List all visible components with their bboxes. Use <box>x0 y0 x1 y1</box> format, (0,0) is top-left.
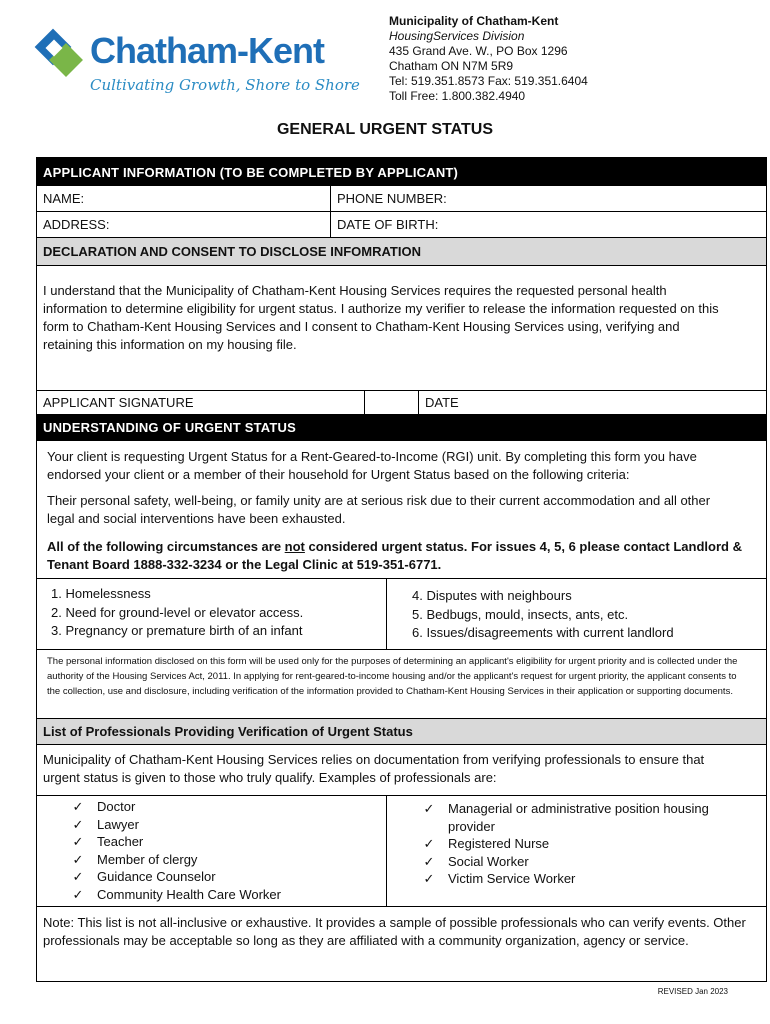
applicant-section-header <box>37 158 766 186</box>
professional-item <box>71 851 371 869</box>
checkmark-icon: ✓ <box>72 869 84 884</box>
understanding-section-header <box>37 414 766 441</box>
address-label: ADDRESS: <box>43 217 110 232</box>
professional-item <box>71 816 371 834</box>
checkmark-icon: ✓ <box>72 816 84 832</box>
checkmark-icon: ✓ <box>423 801 435 816</box>
checkmark-icon: ✓ <box>72 799 84 814</box>
diamond-logo-icon <box>34 28 88 82</box>
divider <box>386 796 387 906</box>
professionals-section-header <box>37 718 766 745</box>
checkmark-icon: ✓ <box>72 834 84 849</box>
date-label: DATE <box>425 395 459 410</box>
divider <box>364 391 365 414</box>
dob-field[interactable] <box>331 212 766 237</box>
signature-row <box>37 390 766 414</box>
exclusion-item: 1. Homelessness <box>51 586 151 601</box>
exclusion-item: 2. Need for ground-level or elevator access. <box>51 604 304 620</box>
professionals-right <box>422 800 732 888</box>
address-block <box>389 14 588 104</box>
professional-item <box>422 870 732 888</box>
address-street: 435 Grand Ave. W., PO Box 1296 <box>389 44 568 58</box>
exclusions-left <box>51 585 303 641</box>
declaration-text: I understand that the Municipality of Chatham-Kent Housing Services requires the requested personal health information to determine eligibility for urgent status. I authorize my verifier to release the information requested on this form to Chatham-Kent Housing Services and I consent to Chatham-Kent Housing Services using, verifying and retaining this information on my housing file. <box>43 283 719 352</box>
address-tollfree: Toll Free: 1.800.382.4940 <box>389 89 526 103</box>
professional-item <box>422 835 732 853</box>
checkmark-icon: ✓ <box>423 836 435 851</box>
checkmark-icon: ✓ <box>72 851 84 867</box>
name-field[interactable] <box>37 186 330 211</box>
signature-field[interactable] <box>37 391 364 414</box>
professional-label: Teacher <box>97 834 144 849</box>
signature-label: APPLICANT SIGNATURE <box>43 395 194 410</box>
understanding-heading: UNDERSTANDING OF URGENT STATUS <box>43 420 296 435</box>
professionals-left <box>71 798 371 903</box>
professional-item <box>422 853 732 871</box>
logo-tagline: Cultivating Growth, Shore to Shore <box>90 76 360 94</box>
not-urgent-text-b: considered urgent status. For issues 4, 5, 6 please contact Landlord & Tenant Board 1888-332-3234 or the Legal Clinic at 519-351-6771. <box>47 539 742 572</box>
date-field[interactable] <box>419 391 766 414</box>
professional-label: Registered Nurse <box>448 836 550 851</box>
declaration-section-header <box>37 238 766 266</box>
exclusions-right <box>412 587 674 643</box>
dob-label: DATE OF BIRTH: <box>337 217 439 232</box>
professional-label: Social Worker <box>448 853 529 869</box>
professional-label: Guidance Counselor <box>97 869 216 884</box>
understanding-para-1: Your client is requesting Urgent Status for a Rent-Geared-to-Income (RGI) unit. By completing this form you have endorsed your client or a member of their household for Urgent Status based on the following criteria: <box>47 449 697 482</box>
professional-item <box>71 833 371 851</box>
phone-field[interactable] <box>331 186 766 211</box>
exclusion-item: 3. Pregnancy or premature birth of an infant <box>51 623 303 638</box>
name-phone-row <box>37 186 766 212</box>
page-title: GENERAL URGENT STATUS <box>276 121 493 138</box>
checkmark-icon: ✓ <box>72 886 84 902</box>
professionals-intro: Municipality of Chatham-Kent Housing Services relies on documentation from verifying professionals to ensure that urgent status is given to those who truly qualify. Examples of professionals are: <box>43 752 705 785</box>
professional-item <box>71 798 371 816</box>
not-urgent-statement <box>47 538 747 574</box>
urgent-status-form <box>36 157 767 982</box>
professionals-list-row <box>37 795 766 907</box>
address-division: HousingServices Division <box>389 29 525 43</box>
declaration-heading: DECLARATION AND CONSENT TO DISCLOSE INFOMRATION <box>43 244 421 259</box>
exclusions-row <box>37 578 766 650</box>
professional-item <box>71 886 371 904</box>
exclusion-item: 6. Issues/disagreements with current landlord <box>412 625 674 640</box>
professional-item <box>71 868 371 886</box>
professional-label: Community Health Care Worker <box>97 886 281 902</box>
professional-label: Victim Service Worker <box>448 871 576 886</box>
exclusion-item: 4. Disputes with neighbours <box>412 588 572 603</box>
logo-name: Chatham-Kent <box>90 30 325 71</box>
understanding-para-2: Their personal safety, well-being, or family unity are at serious risk due to their current accommodation and all other legal and social interventions have been exhausted. <box>47 493 711 526</box>
not-urgent-text-a: All of the following circumstances are <box>47 539 285 554</box>
address-city: Chatham ON N7M 5R9 <box>389 59 514 73</box>
address-phones: Tel: 519.351.8573 Fax: 519.351.6404 <box>389 74 588 88</box>
address-field[interactable] <box>37 212 330 237</box>
checkmark-icon: ✓ <box>423 853 435 869</box>
applicant-heading: APPLICANT INFORMATION (TO BE COMPLETED BY APPLICANT) <box>43 164 459 180</box>
professional-label: Managerial or administrative position housing provider <box>448 801 709 834</box>
professionals-note: Note: This list is not all-inclusive or exhaustive. It provides a sample of possible professionals who can verify events. Other professionals may be acceptable so long as they are affiliated with a community organization, agency or service. <box>43 915 746 948</box>
name-label: NAME: <box>43 191 85 206</box>
professional-label: Lawyer <box>97 816 139 832</box>
address-org: Municipality of Chatham-Kent <box>389 14 559 28</box>
professional-label: Member of clergy <box>97 851 198 867</box>
address-dob-row <box>37 212 766 238</box>
chatham-kent-logo <box>34 24 360 104</box>
not-urgent-emphasis: not <box>284 539 305 554</box>
exclusion-item: 5. Bedbugs, mould, insects, ants, etc. <box>412 606 629 622</box>
professional-item <box>422 800 732 835</box>
divider <box>386 579 387 649</box>
professionals-heading: List of Professionals Providing Verification of Urgent Status <box>43 724 413 739</box>
privacy-notice: The personal information disclosed on this form will be used only for the purposes of determining an applicant's eligibility for urgent priority and is collected under the authority of the Housing Services Act, 2011. In applying for rent-geared-to-income housing and/or the applicant's request for urgent priority, the applicant consents to the collection, use and disclosure, including verification of the information provided to Chatham-Kent Housing Services in their application or supporting documents. <box>47 656 738 697</box>
checkmark-icon: ✓ <box>423 871 435 886</box>
phone-label: PHONE NUMBER: <box>337 191 447 206</box>
revised-date: REVISED Jan 2023 <box>657 987 728 996</box>
professional-label: Doctor <box>97 799 136 814</box>
